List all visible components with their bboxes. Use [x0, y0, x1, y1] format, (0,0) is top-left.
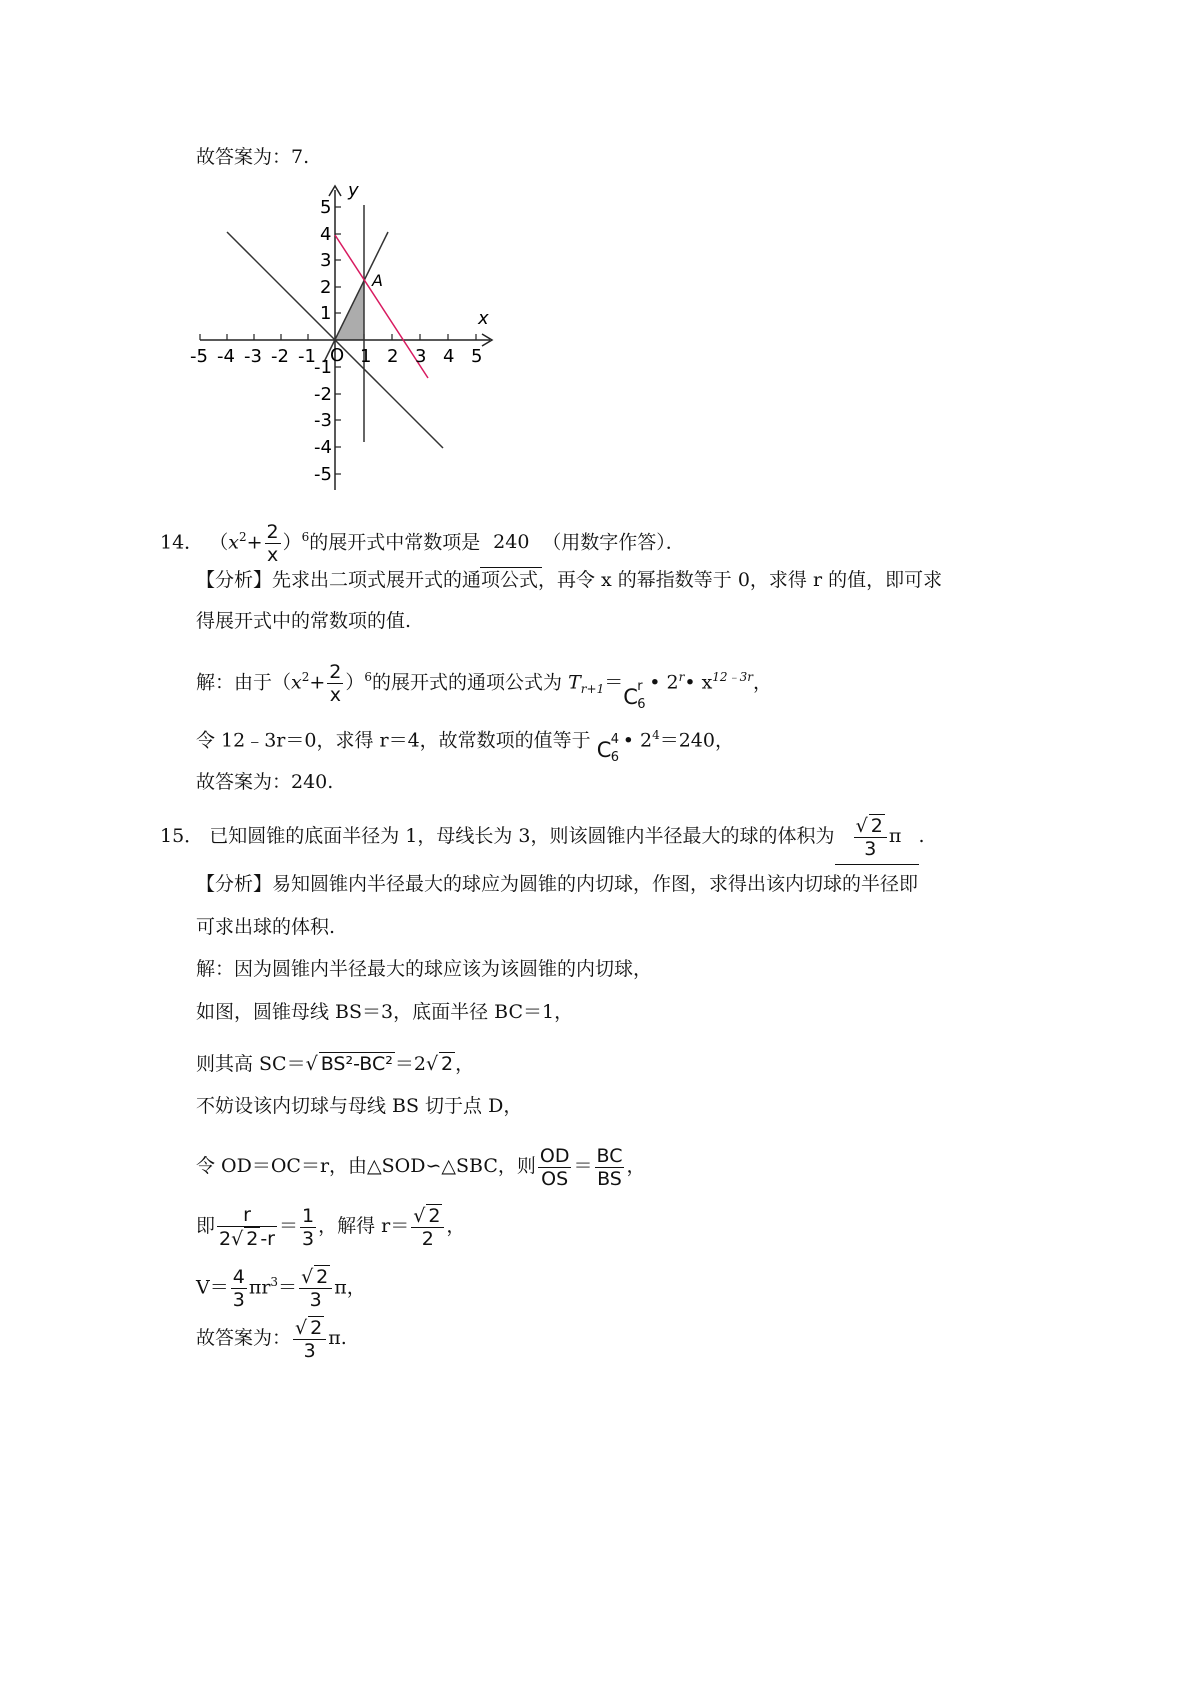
svg-text:-1: -1	[314, 357, 332, 378]
svg-text:2: 2	[387, 346, 399, 367]
q15-solution-5: 令 OD＝OC＝r，由△SOD∽△SBC，则 $\frac{OD}{OS}$ ＝ $\frac{BC}{BS}$ ，	[196, 1144, 646, 1190]
svg-text:3: 3	[415, 346, 427, 367]
svg-text:-1: -1	[298, 346, 316, 367]
svg-text:5: 5	[471, 346, 483, 367]
svg-text:-3: -3	[244, 346, 262, 367]
svg-text:1: 1	[320, 303, 332, 324]
q14-stem: 14． （$x^2+$ $\frac{2}{x}$ ）$^6$的展开式中常数项是 240 （用数字作答）．	[160, 512, 685, 568]
svg-text:-2: -2	[314, 384, 332, 405]
svg-text:-4: -4	[217, 346, 235, 367]
q15-solution-3: 则其高 SC＝√ BS²-BC² ＝2√ 2 ，	[196, 1053, 475, 1075]
q14-analysis-1: 【分析】先求出二项式展开式的通项公式，再令 x 的幂指数等于 0，求得 r 的值，即可求	[196, 569, 943, 591]
q15-stem: 15． 已知圆锥的底面半径为 1，母线长为 3，则该圆锥内半径最大的球的体积为 $\frac{√ 2}{3}$ π .	[160, 808, 925, 865]
q15-solution-2: 如图，圆锥母线 BS＝3，底面半径 BC＝1，	[196, 1001, 574, 1023]
q15-analysis-1: 【分析】易知圆锥内半径最大的球应为圆锥的内切球，作图，求得出该内切球的半径即	[196, 873, 919, 895]
svg-text:-2: -2	[271, 346, 289, 367]
svg-text:-4: -4	[314, 437, 332, 458]
q15-answer: $\frac{√ 2}{3}$ π	[835, 808, 919, 865]
coordinate-graph	[190, 180, 510, 500]
y-axis-label: y	[348, 180, 359, 201]
line-y-eq-2x	[324, 232, 388, 362]
q14-answer-line: 故答案为：240.	[196, 771, 334, 793]
svg-text:1: 1	[360, 346, 372, 367]
q15-solution-6: 即 $\frac{r}{2√ 2 -r}$ ＝ $\frac{1}{3}$ ，解得 r＝ $\frac{√ 2}{2}$ ，	[196, 1204, 466, 1250]
svg-text:-3: -3	[314, 410, 332, 431]
q14-solution-2: 令 12﹣3r＝0，求得 r＝4，故常数项的值等于 C 4 6 • $2^4=240$，	[196, 715, 734, 760]
binomial-coefficient: C 4 6	[596, 732, 620, 766]
q15-analysis-2: 可求出球的体积.	[196, 916, 336, 938]
fraction: $\frac{2}{x}$	[266, 520, 279, 566]
svg-text:-5: -5	[190, 346, 208, 367]
origin-label: O	[330, 345, 345, 366]
svg-text:4: 4	[443, 346, 455, 367]
q14-solution-1: 解：由于（$x^2+$ $\frac{2}{x}$ ）$^6$的展开式的通项公式为 $T_{r+1}=$ C r 6 • 2$^r$• $x^{12﹣3r}$，	[196, 660, 772, 713]
svg-text:5: 5	[320, 197, 332, 218]
answer-line-13: 故答案为：7.	[196, 146, 310, 168]
point-a-label: A	[372, 271, 383, 290]
q15-solution-7: V＝ $\frac{4}{3}$ $\pi r^3=$ $\frac{√ 2}{3}$ π，	[196, 1265, 366, 1312]
svg-text:3: 3	[320, 250, 332, 271]
q15-solution-4: 不妨设该内切球与母线 BS 切于点 D，	[196, 1095, 523, 1117]
q15-solution-1: 解：因为圆锥内半径最大的球应该为该圆锥的内切球，	[196, 958, 653, 980]
q14-analysis-2: 得展开式中的常数项的值.	[196, 610, 412, 632]
x-axis-label: x	[478, 308, 489, 329]
svg-text:2: 2	[320, 277, 332, 298]
q15-answer-line: 故答案为： $\frac{√ 2}{3}$ π.	[196, 1317, 347, 1362]
y-tick-labels	[314, 197, 332, 485]
svg-text:-5: -5	[314, 464, 332, 485]
binomial-coefficient: C r 6	[623, 679, 646, 713]
q14-answer: 240	[480, 517, 542, 568]
svg-text:4: 4	[320, 224, 332, 245]
